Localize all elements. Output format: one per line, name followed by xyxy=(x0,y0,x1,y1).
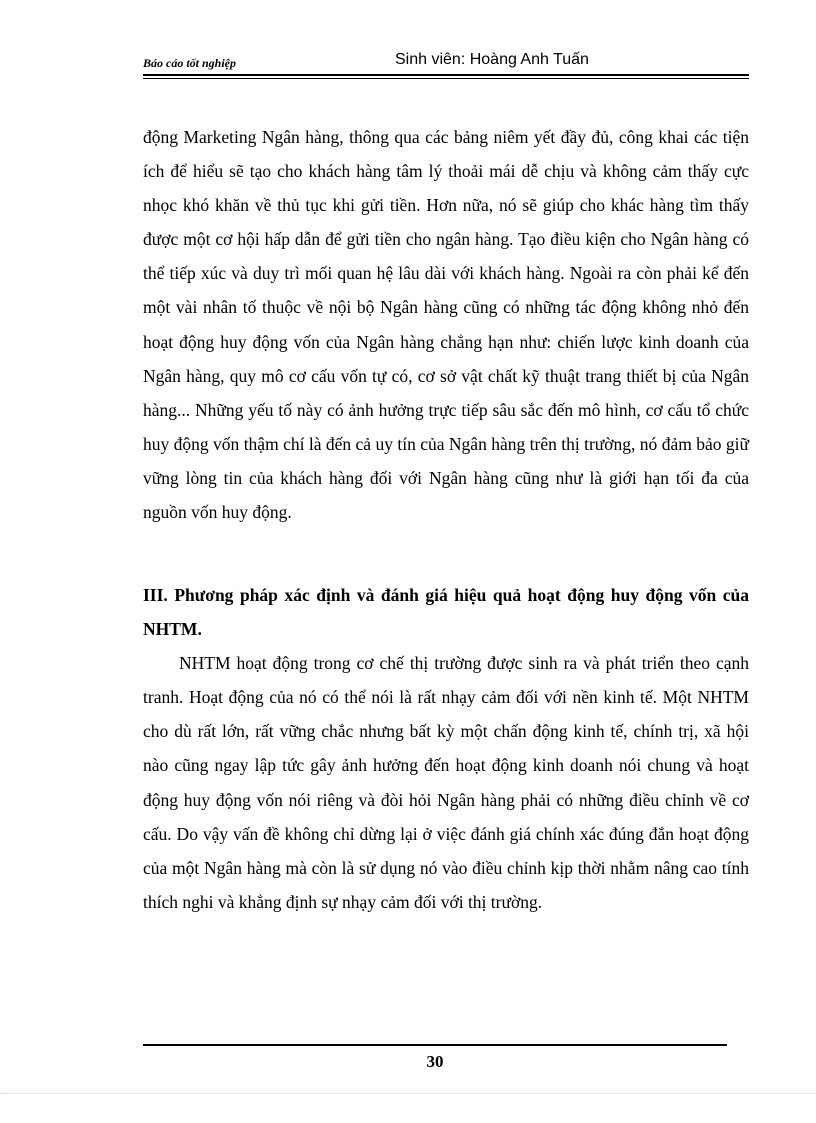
page-number: 30 xyxy=(426,1052,444,1071)
page-bottom-divider xyxy=(0,1093,816,1094)
header-rule xyxy=(143,74,749,76)
body-paragraph: động Marketing Ngân hàng, thông qua các bảng niêm yết đầy đủ, công khai các tiện ích để hiểu sẽ tạo cho khách hàng tâm lý thoải mái dễ chịu và không cảm thấy cực nhọc khó khăn về thủ tục khi gửi tiền. Hơn nữa, nó sẽ giúp cho khác hàng tìm thấy được một cơ hội hấp dẫn để gửi tiền cho ngân hàng. Tạo điều kiện cho Ngân hàng có thể tiếp xúc và duy trì mối quan hệ lâu dài với khách hàng. Ngoài ra còn phải kể đến một vài nhân tố thuộc về nội bộ Ngân hàng cũng có những tác động không nhỏ đến hoạt động huy động vốn của Ngân hàng chẳng hạn như: chiến lược kinh doanh của Ngân hàng, quy mô cơ cấu vốn tự có, cơ sở vật chất kỹ thuật trang thiết bị của Ngân hàng... Những yếu tố này có ảnh hưởng trực tiếp sâu sắc đến mô hình, cơ cấu tổ chức huy động vốn thậm chí là đến cả uy tín của Ngân hàng trên thị trường, nó đảm bảo giữ vững lòng tin của khách hàng đối với Ngân hàng cũng như là giới hạn tối đa của nguồn vốn huy động. xyxy=(143,127,749,523)
page-header xyxy=(143,50,749,78)
page-body xyxy=(143,120,749,919)
section-heading: III. Phương pháp xác định và đánh giá hiệu quả hoạt động huy động vốn của NHTM. xyxy=(143,585,749,640)
header-report-title: Báo cáo tốt nghiệp xyxy=(143,56,237,70)
header-student-name: Sinh viên: Hoàng Anh Tuấn xyxy=(395,51,589,68)
body-paragraph: NHTM hoạt động trong cơ chế thị trường được sinh ra và phát triển theo cạnh tranh. Hoạt động của nó có thể nói là rất nhạy cảm đối với nền kinh tế. Một NHTM cho dù rất lớn, rất vững chắc nhưng bất kỳ một chấn động kinh tế, chính trị, xã hội nào cũng ngay lập tức gây ảnh hưởng đến hoạt động kinh doanh nói chung và hoạt động huy động vốn nói riêng và đòi hỏi Ngân hàng phải có những điều chỉnh về cơ cấu. Do vậy vấn đề không chỉ dừng lại ở việc đánh giá chính xác đúng đắn hoạt động của một Ngân hàng mà còn là sử dụng nó vào điều chỉnh kịp thời nhằm nâng cao tính thích nghi và khẳng định sự nhạy cảm đối với thị trường. xyxy=(143,653,749,912)
footer-rule xyxy=(143,1044,727,1046)
header-rule-secondary xyxy=(143,78,749,79)
